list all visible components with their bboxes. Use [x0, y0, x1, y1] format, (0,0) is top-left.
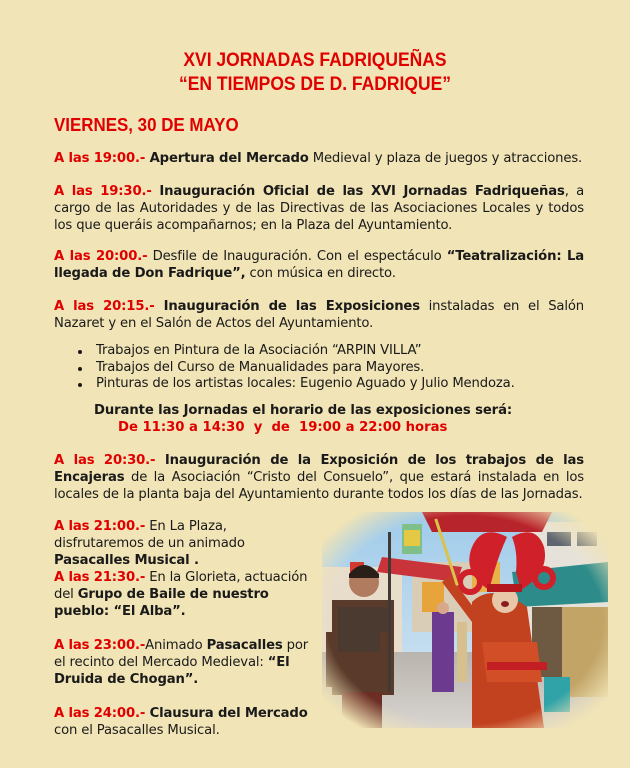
event-1930: A las 19:30.- Inauguración Oficial de las XVI Jornadas Fadriqueñas, a cargo de las Autoridades y de las Directivas de las Asociaciones Locales y todos los que queráis acompañarnos; en la Plaza del Ayuntamiento. — [54, 184, 585, 233]
list-item: Pinturas de los artistas locales: Eugenio Aguado y Julio Mendoza. — [76, 376, 515, 393]
program-title: XVI JORNADAS FADRIQUEÑAS — [183, 50, 447, 71]
event-time: A las 20:00.- — [54, 249, 148, 264]
event-2130: A las 21:30.- En la Glorieta, actuación del Grupo de Baile de nuestro pueblo: “El Alba”. — [54, 570, 308, 619]
event-time: A las 19:30.- — [54, 184, 152, 199]
event-2030: A las 20:30.- Inauguración de la Exposición de los trabajos de las Encajeras de la Asociación “Cristo del Consuelo”, que estará instalada en los locales de la planta baja del Ayuntamiento durante todos los días de las Jornadas. — [54, 453, 584, 502]
exhibition-hours: De 11:30 a 14:30 y de 19:00 a 22:00 horas — [118, 420, 448, 435]
event-2400: A las 24:00.- Clausura del Mercado con el Pasacalles Musical. — [54, 706, 308, 738]
event-1900: A las 19:00.- Apertura del Mercado Medieval y plaza de juegos y atracciones. — [54, 151, 583, 166]
event-time: A las 23:00.- — [54, 638, 146, 653]
event-2100: A las 21:00.- En La Plaza, disfrutaremos de un animado Pasacalles Musical . — [54, 519, 245, 568]
day-heading: VIERNES, 30 DE MAYO — [54, 115, 239, 135]
exhibition-hours-note: Durante las Jornadas el horario de las exposiciones será: — [94, 403, 513, 418]
event-time: A las 20:15.- — [54, 299, 155, 314]
event-time: A las 21:30.- — [54, 570, 146, 585]
program-subtitle: “EN TIEMPOS DE D. FADRIQUE” — [179, 74, 451, 95]
exhibitions-list — [76, 343, 515, 393]
list-item: Trabajos del Curso de Manualidades para Mayores. — [76, 360, 515, 377]
event-2300: A las 23:00.-Animado Pasacalles por el recinto del Mercado Medieval: “El Druida de Chogan”. — [54, 638, 309, 687]
event-time: A las 21:00.- — [54, 519, 146, 534]
event-time: A las 20:30.- — [54, 453, 156, 468]
event-2000: A las 20:00.- Desfile de Inauguración. Con el espectáculo “Teatralización: La llegada de Don Fadrique”, con música en directo. — [54, 249, 584, 281]
photo-illustration — [322, 512, 608, 728]
list-item: Trabajos en Pintura de la Asociación “ARPIN VILLA” — [76, 343, 515, 360]
event-time: A las 19:00.- — [54, 151, 146, 166]
medieval-market-photo — [322, 512, 608, 728]
event-2015: A las 20:15.- Inauguración de las Exposiciones instaladas en el Salón Nazaret y en el Salón de Actos del Ayuntamiento. — [54, 299, 584, 331]
event-time: A las 24:00.- — [54, 706, 146, 721]
